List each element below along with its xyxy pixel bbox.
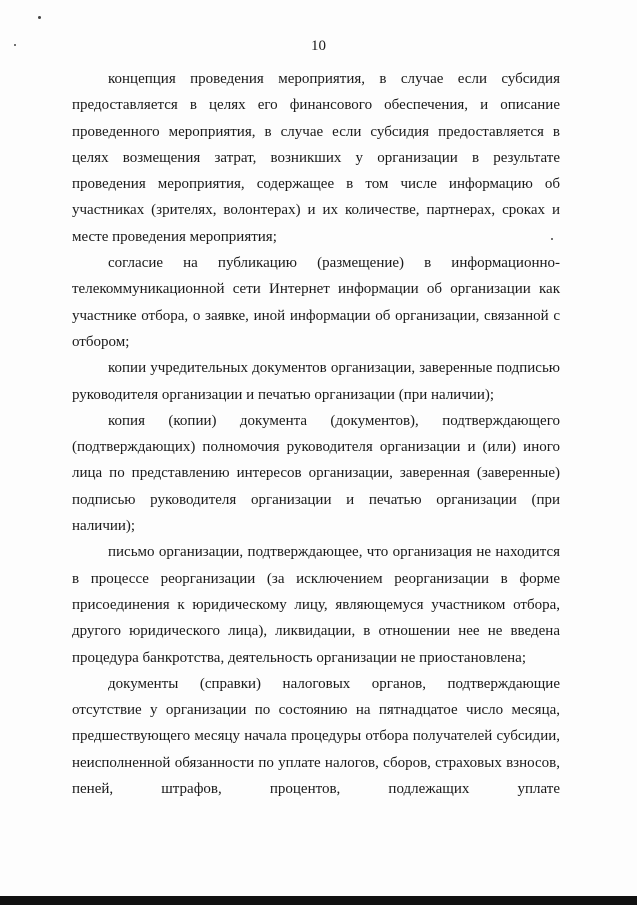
paragraph-tax-certificates: документы (справки) налоговых органов, подтверждающие отсутствие у организации по состоянию на пятнадцатое число месяца, предшествующего месяцу начала процедуры отбора получателей субсидии, неисполненной обязанности по уплате налогов, сборов, страховых взносов, пеней, штрафов, процентов, подлежащих уплате [72,675,560,798]
page-number: 10 [311,38,326,54]
scan-bottom-edge [0,896,637,905]
paragraph-founding-documents: копии учредительных документов организации, заверенные подписью руководителя организации и печатью организации (при наличии); [72,360,560,403]
paragraph-event-concept: концепция проведения мероприятия, в случае если субсидия предоставляется в целях его финансового обеспечения, и описание проведенного мероприятия, в случае если субсидия предоставляется в целях возмещения затрат, возникших у организации в результате проведения мероприятия, содержащее в том числе информацию об участниках (зрителях, волонтерах) и их количестве, партнерах, сроках и месте проведения мероприятия; [72,71,560,245]
scan-speck [38,16,41,19]
document-body [72,66,560,802]
paragraph-authority-document: копия (копии) документа (документов), подтверждающего (подтверждающих) полномочия руководителя организации и (или) иного лица по представлению интересов организации, заверенная (заверенные) подписью руководителя организации и печатью организации (при наличии); [72,412,560,535]
paragraph-publication-consent: согласие на публикацию (размещение) в информационно-телекоммуникационной сети Интернет информации об организации как участнике отбора, о заявке, иной информации об организации, связанной с отбором; [72,255,560,350]
paragraph-reorganization-letter: письмо организации, подтверждающее, что организация не находится в процессе реорганизации (за исключением реорганизации в форме присоединения к юридическому лицу, являющемуся участником отбора, другого юридического лица), ликвидации, в отношении нее не введена процедура банкротства, деятельность организации не приостановлена; [72,544,560,666]
